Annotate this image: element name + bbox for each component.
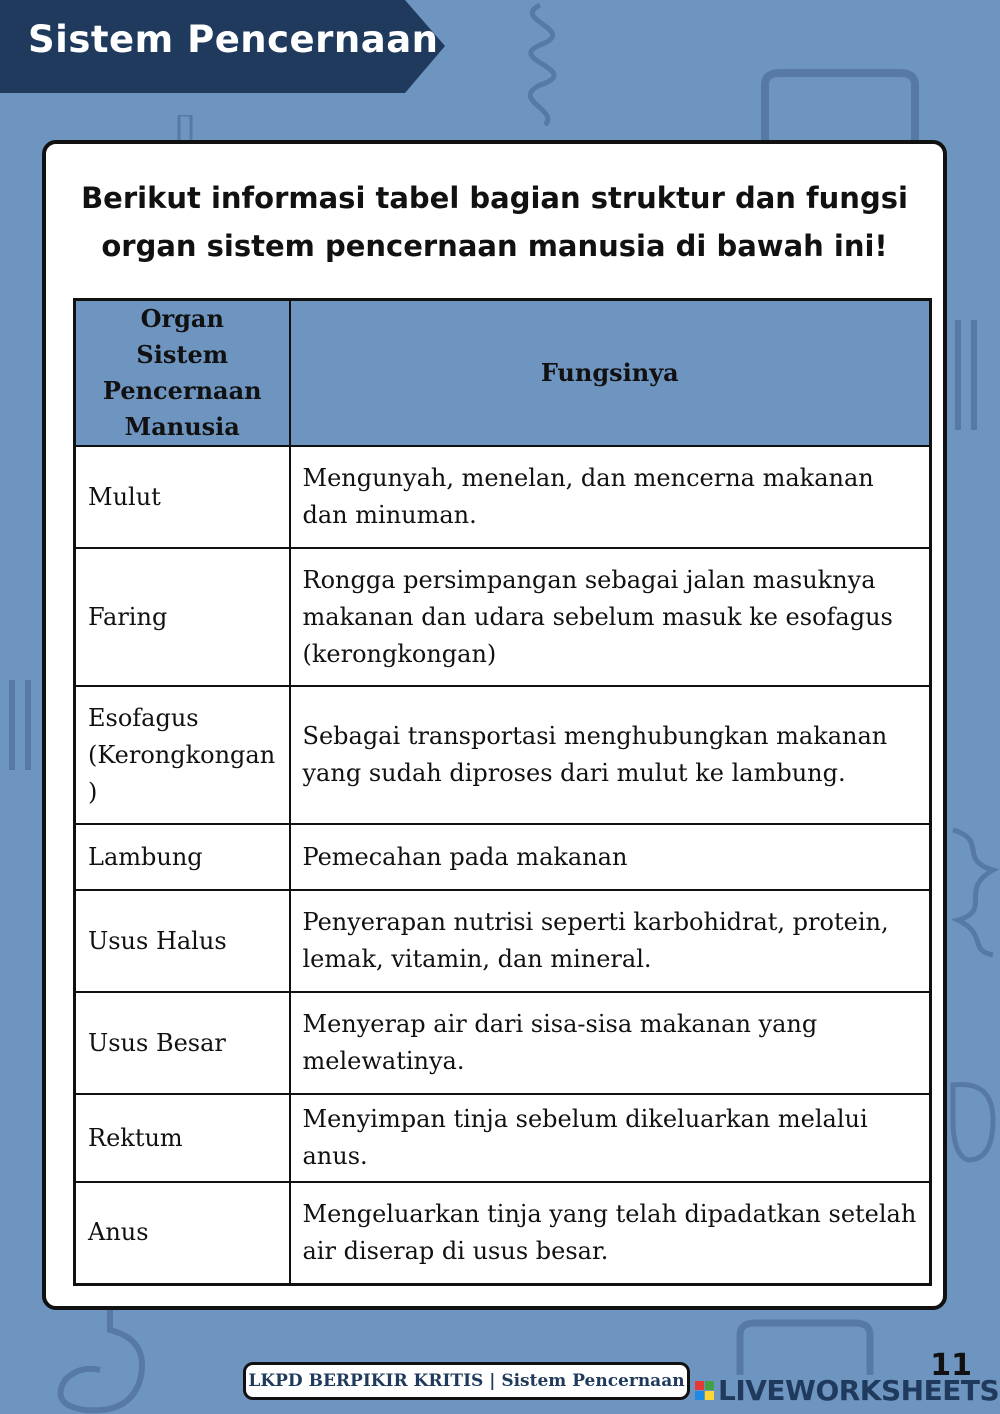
card-heading-line-1: Berikut informasi tabel bagian struktur dan fungsi	[81, 181, 908, 215]
table-row	[75, 1094, 931, 1182]
footer-label: LKPD BERPIKIR KRITIS | Sistem Pencernaan	[243, 1362, 690, 1400]
spine-decoration-icon-2	[0, 680, 42, 770]
function-cell: Pemecahan pada makanan	[290, 824, 931, 890]
table-row	[75, 1182, 931, 1284]
function-cell: Menyerap air dari sisa-sisa makanan yang melewatinya.	[290, 992, 931, 1094]
header-organ	[75, 300, 290, 447]
table-row	[75, 890, 931, 992]
table-row	[75, 686, 931, 824]
function-cell: Sebagai transportasi menghubungkan makanan yang sudah diproses dari mulut ke lambung.	[290, 686, 931, 824]
organ-cell: Lambung	[75, 824, 290, 890]
intestine-decoration-icon	[500, 0, 600, 130]
function-cell: Penyerapan nutrisi seperti karbohidrat, protein, lemak, vitamin, dan mineral.	[290, 890, 931, 992]
organ-cell: Rektum	[75, 1094, 290, 1182]
liveworksheets-grid-icon	[695, 1381, 714, 1400]
intestine-decoration-icon-2	[948, 820, 1000, 960]
liveworksheets-wordmark: LIVEWORKSHEETS	[718, 1373, 1000, 1407]
organ-cell: Esofagus (Kerongkongan )	[75, 686, 290, 824]
colon-decoration-icon-2	[730, 1315, 880, 1375]
function-cell: Mengeluarkan tinja yang telah dipadatkan setelah air diserap di usus besar.	[290, 1182, 931, 1284]
table-row	[75, 824, 931, 890]
table-header-row	[75, 300, 931, 447]
organ-cell: Usus Halus	[75, 890, 290, 992]
tongue-decoration-icon	[948, 1075, 1000, 1165]
header-function: Fungsinya	[290, 300, 931, 447]
organ-cell: Mulut	[75, 446, 290, 548]
function-cell: Mengunyah, menelan, dan mencerna makanan dan minuman.	[290, 446, 931, 548]
card-heading-line-2: organ sistem pencernaan manusia di bawah ini!	[101, 229, 888, 263]
digestive-organs-table	[73, 298, 932, 1286]
table-row	[75, 992, 931, 1094]
organ-cell: Anus	[75, 1182, 290, 1284]
liveworksheets-logo[interactable]	[695, 1372, 1000, 1408]
function-cell: Rongga persimpangan sebagai jalan masuknya makanan dan udara sebelum masuk ke esofagus (kerongkongan)	[290, 548, 931, 686]
organ-cell: Faring	[75, 548, 290, 686]
function-cell: Menyimpan tinja sebelum dikeluarkan melalui anus.	[290, 1094, 931, 1182]
content-card	[42, 140, 947, 1310]
stomach-decoration-icon	[40, 1310, 160, 1414]
table-row	[75, 548, 931, 686]
page-number: 11	[930, 1348, 972, 1383]
header-organ-label: Organ Sistem Pencernaan Manusia	[102, 304, 262, 441]
page-title: Sistem Pencernaan	[28, 18, 439, 61]
organ-cell: Usus Besar	[75, 992, 290, 1094]
card-heading	[46, 174, 943, 270]
table-row	[75, 446, 931, 548]
spine-decoration-icon	[948, 320, 1000, 430]
colon-decoration-icon	[755, 65, 925, 145]
